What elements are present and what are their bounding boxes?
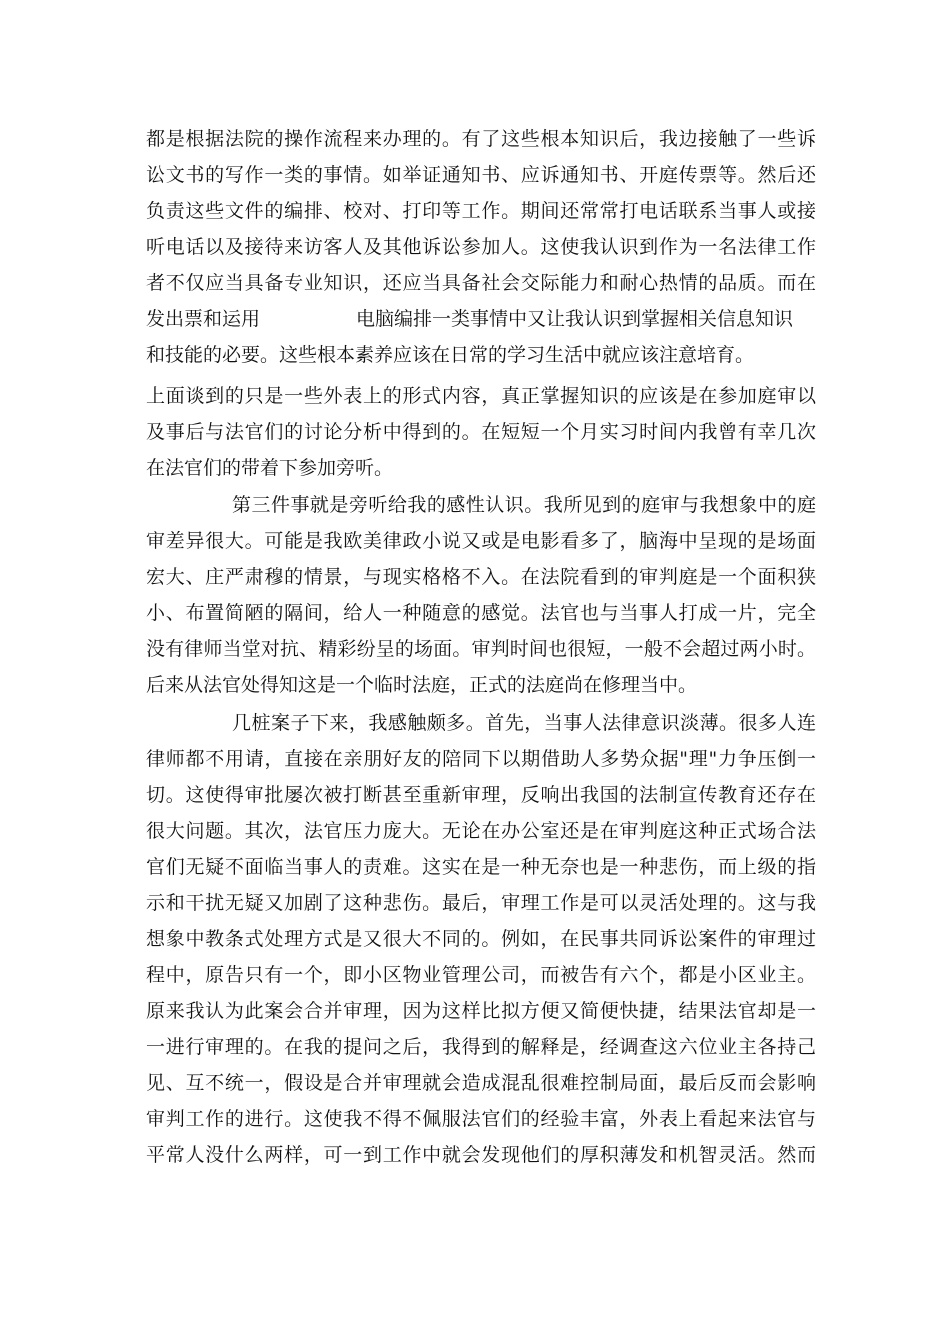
- text-line: 官们无疑不面临当事人的责难。这实在是一种无奈也是一种悲伤，而上级的指: [146, 856, 816, 878]
- text-line: 及事后与法官们的讨论分析中得到的。在短短一个月实习时间内我曾有幸几次: [146, 421, 816, 443]
- text-line: 宏大、庄严肃穆的情景，与现实格格不入。在法院看到的审判庭是一个面积狭: [146, 566, 816, 588]
- text-line: 审差异很大。可能是我欧美律政小说又或是电影看多了，脑海中呈现的是场面: [146, 530, 816, 552]
- text-line: 没有律师当堂对抗、精彩纷呈的场面。审判时间也很短，一般不会超过两小时。: [146, 638, 816, 660]
- text-line: 听电话以及接待来访客人及其他诉讼参加人。这使我认识到作为一名法律工作: [146, 236, 816, 258]
- text-line: 几桩案子下来，我感触颇多。首先，当事人法律意识淡薄。很多人连: [232, 712, 816, 734]
- text-line: 第三件事就是旁听给我的感性认识。我所见到的庭审与我想象中的庭: [232, 494, 816, 516]
- text-line: 上面谈到的只是一些外表上的形式内容，真正掌握知识的应该是在参加庭审以: [146, 385, 816, 407]
- text-line: 切。这使得审批屡次被打断甚至重新审理，反响出我国的法制宣传教育还存在: [146, 784, 816, 806]
- paragraph-2: [146, 378, 816, 486]
- text-line: 审判工作的进行。这使我不得不佩服法官们的经验丰富，外表上看起来法官与: [146, 1108, 816, 1130]
- text-segment: 发出票和运用: [146, 308, 261, 330]
- text-line: 后来从法官处得知这是一个临时法庭，正式的法庭尚在修理当中。: [146, 674, 698, 696]
- text-line: 原来我认为此案会合并审理，因为这样比拟方便又简便快捷，结果法官却是一: [146, 1000, 816, 1022]
- text-line: 者不仅应当具备专业知识，还应当具备社会交际能力和耐心热情的品质。而在: [146, 272, 816, 294]
- text-line: 讼文书的写作一类的事情。如举证通知书、应诉通知书、开庭传票等。然后还: [146, 164, 816, 186]
- text-line: 见、互不统一，假设是合并审理就会造成混乱很难控制局面，最后反而会影响: [146, 1072, 816, 1094]
- text-line: 负责这些文件的编排、校对、打印等工作。期间还常常打电话联系当事人或接: [146, 200, 816, 222]
- text-line-split: [146, 301, 816, 337]
- paragraph-1: [146, 121, 816, 373]
- text-line: 示和干扰无疑又加剧了这种悲伤。最后，审理工作是可以灵活处理的。这与我: [146, 892, 816, 914]
- text-line: 程中，原告只有一个，即小区物业管理公司，而被告有六个，都是小区业主。: [146, 964, 816, 986]
- text-line: 律师都不用请，直接在亲朋好友的陪同下以期借助人多势众据"理"力争压倒一: [146, 748, 816, 770]
- text-line: 平常人没什么两样，可一到工作中就会发现他们的厚积薄发和机智灵活。然而: [146, 1144, 816, 1166]
- paragraph-4: [146, 705, 816, 1173]
- text-line: 都是根据法院的操作流程来办理的。有了这些根本知识后，我边接触了一些诉: [146, 128, 816, 150]
- text-line: 在法官们的带着下参加旁听。: [146, 457, 394, 479]
- text-line: 一进行审理的。在我的提问之后，我得到的解释是，经调查这六位业主各持己: [146, 1036, 816, 1058]
- text-segment: 电脑编排一类事情中又让我认识到掌握相关信息知识: [356, 308, 794, 330]
- text-line: 想象中教条式处理方式是又很大不同的。例如，在民事共同诉讼案件的审理过: [146, 928, 816, 950]
- text-line: 和技能的必要。这些根本素养应该在日常的学习生活中就应该注意培育。: [146, 344, 755, 366]
- paragraph-3: [146, 487, 816, 703]
- text-line: 小、布置简陋的隔间，给人一种随意的感觉。法官也与当事人打成一片，完全: [146, 602, 816, 624]
- text-line: 很大问题。其次，法官压力庞大。无论在办公室还是在审判庭这种正式场合法: [146, 820, 816, 842]
